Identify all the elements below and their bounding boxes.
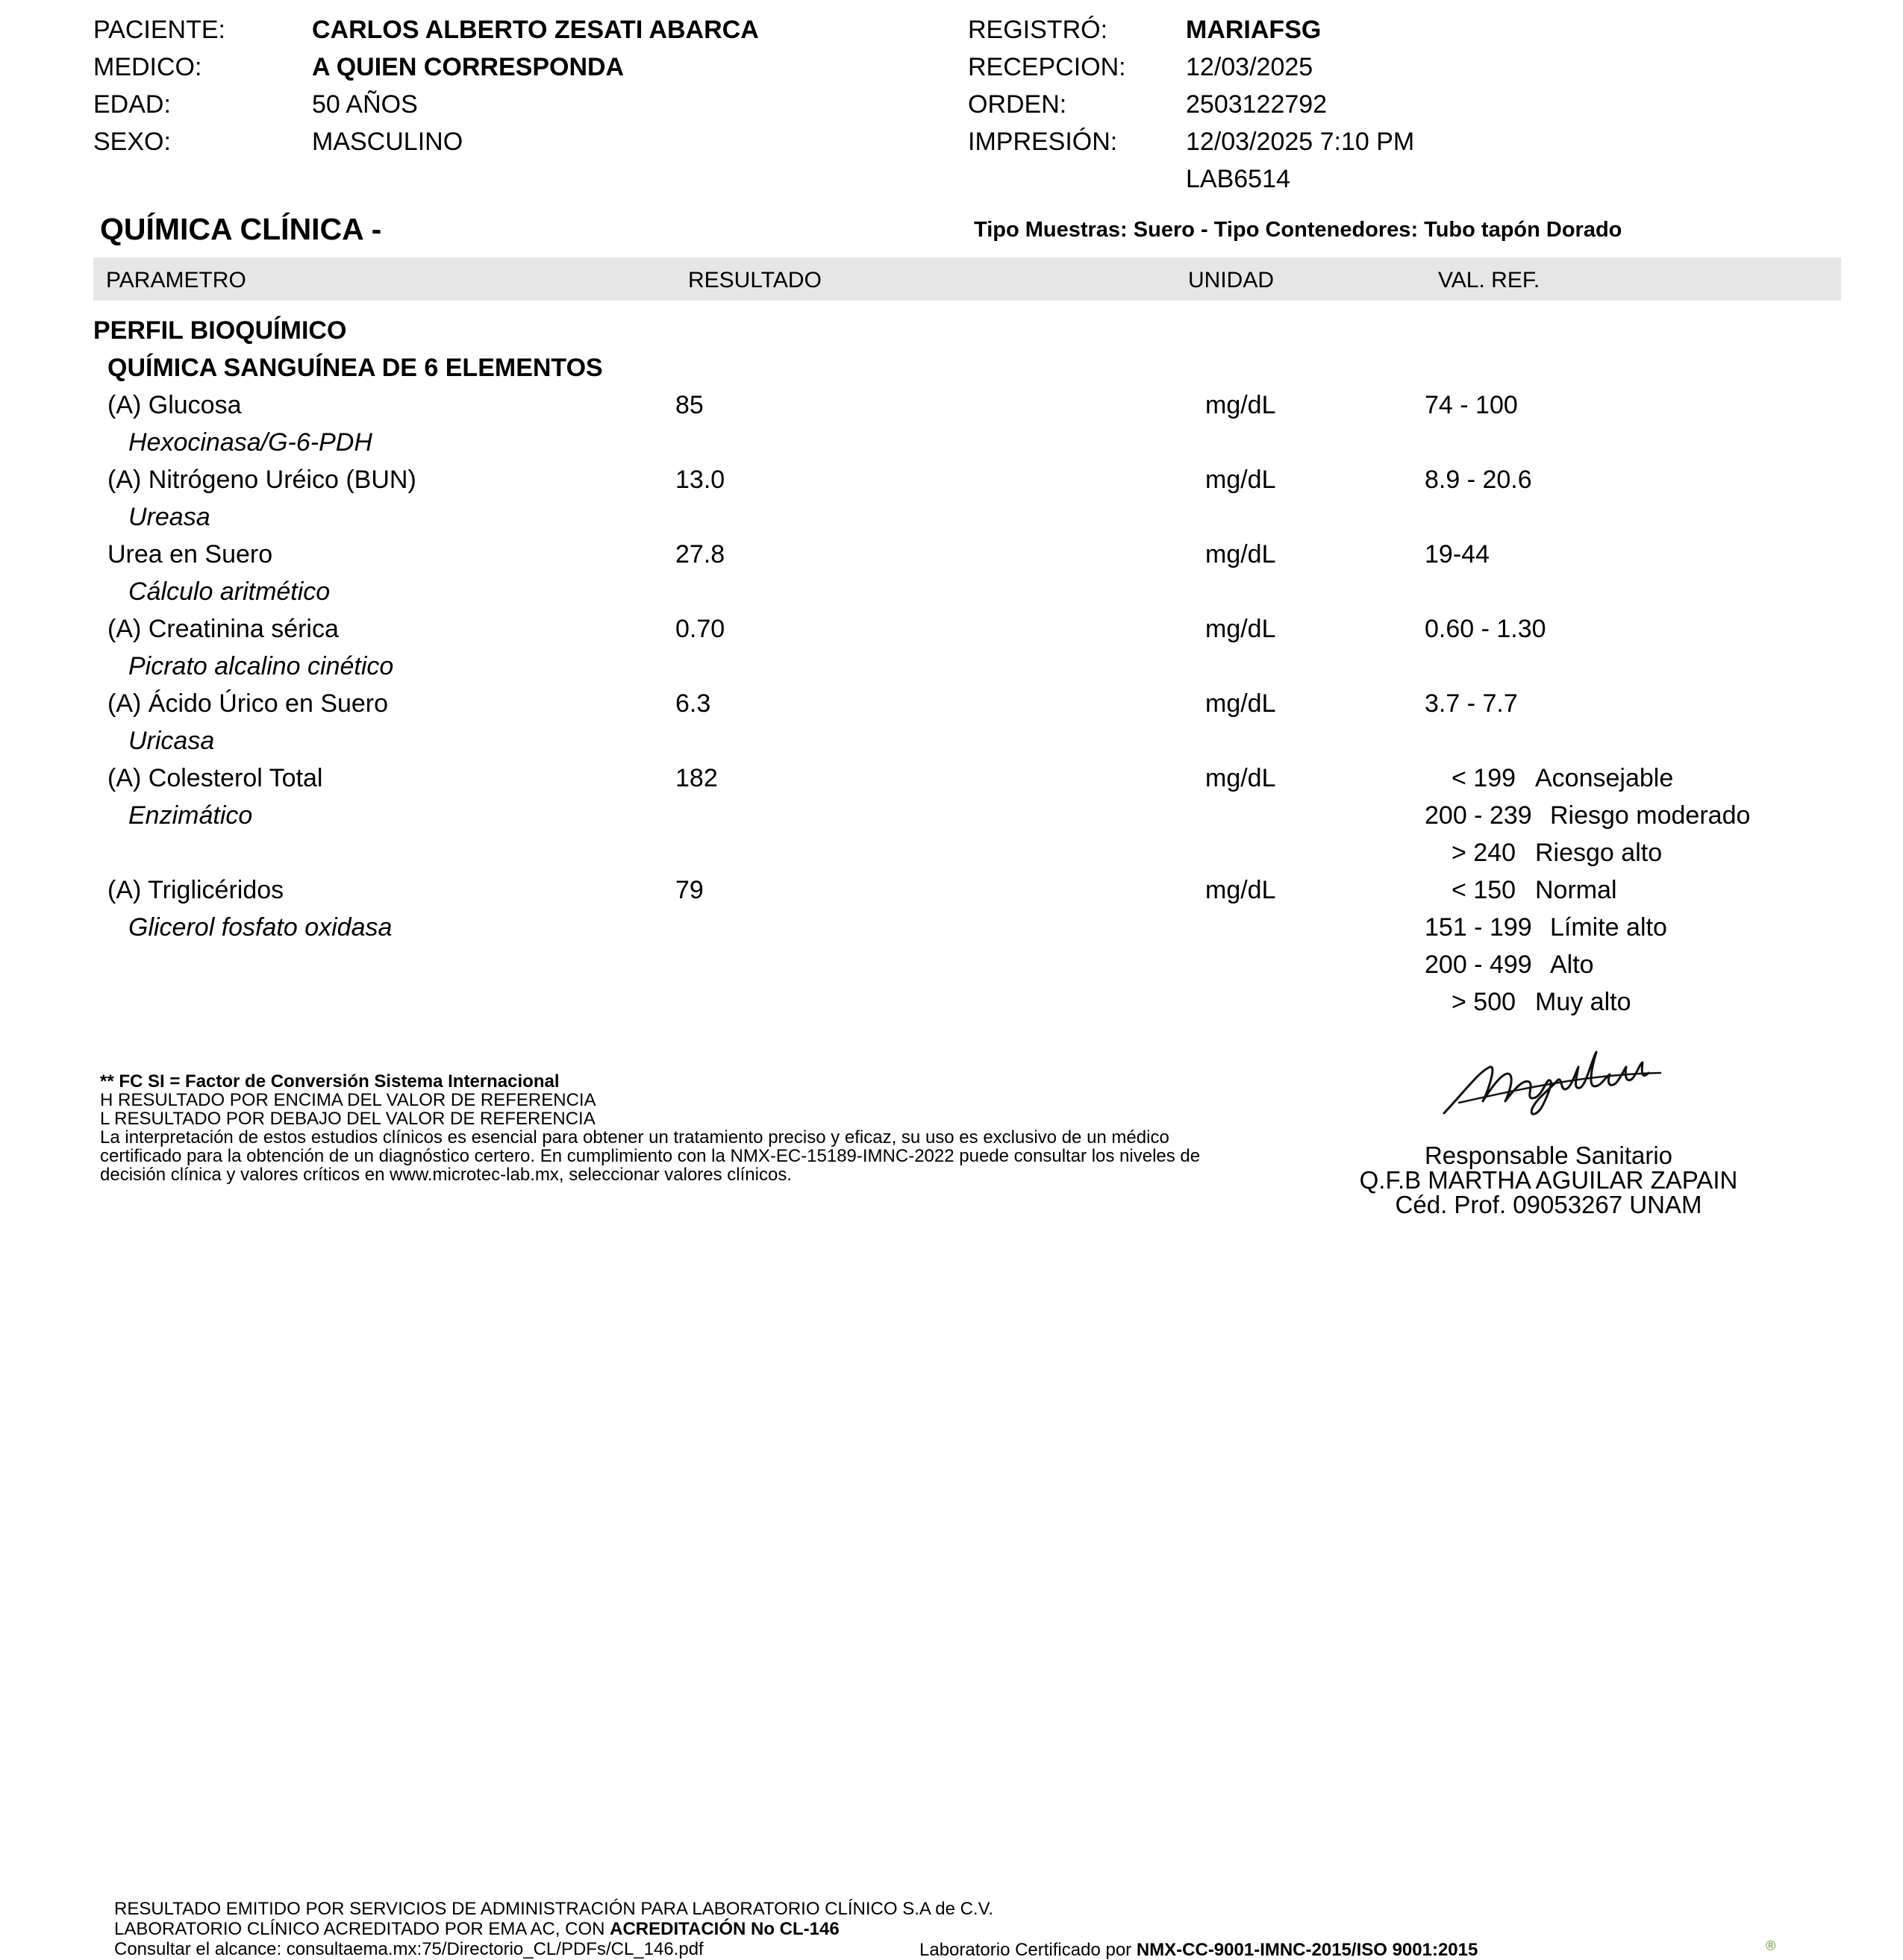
result-name: (A) Colesterol Total — [107, 764, 323, 792]
profile-title: PERFIL BIOQUÍMICO — [93, 316, 347, 345]
result-value: 79 — [675, 876, 704, 904]
ref-label: Aconsejable — [1535, 764, 1674, 792]
result-method: Hexocinasa/G-6-PDH — [128, 428, 372, 457]
result-value: 182 — [675, 764, 718, 792]
result-name: (A) Ácido Úrico en Suero — [107, 689, 389, 718]
signature-name: Q.F.B MARTHA AGUILAR ZAPAIN — [1359, 1166, 1738, 1194]
result-name: Urea en Suero — [107, 540, 273, 569]
footer-accreditation-number: ACREDITACIÓN No CL-146 — [610, 1919, 840, 1939]
result-ref: 3.7 - 7.7 — [1425, 689, 1518, 718]
label-registro: REGISTRÓ: — [968, 16, 1108, 44]
result-unit: mg/dL — [1205, 540, 1276, 569]
patient-age: 50 AÑOS — [312, 90, 418, 119]
signature-license: Céd. Prof. 09053267 UNAM — [1395, 1191, 1702, 1218]
footer-accreditation-text: LABORATORIO CLÍNICO ACREDITADO POR EMA AC, CON — [114, 1919, 610, 1939]
note-l: L RESULTADO POR DEBAJO DEL VALOR DE REFERENCIA — [100, 1109, 596, 1129]
result-method: Glicerol fosfato oxidasa — [128, 913, 393, 942]
sample-info: Tipo Muestras: Suero - Tipo Contenedores: Tubo tapón Dorado — [974, 218, 1622, 242]
result-ref: 74 - 100 — [1425, 391, 1518, 419]
result-unit: mg/dL — [1205, 876, 1276, 904]
footer-accreditation — [114, 1919, 840, 1939]
result-unit: mg/dL — [1205, 764, 1276, 792]
label-paciente: PACIENTE: — [93, 16, 225, 44]
signature-image — [1437, 1037, 1664, 1121]
order-number: 2503122792 — [1186, 90, 1328, 119]
label-impresion: IMPRESIÓN: — [968, 128, 1118, 156]
label-sexo: SEXO: — [93, 128, 171, 156]
ref-range: 151 - 199 — [1425, 913, 1532, 942]
footer-cert-text: Laboratorio Certificado por — [919, 1940, 1137, 1960]
label-orden: ORDEN: — [968, 90, 1067, 119]
result-value: 85 — [675, 391, 704, 419]
col-parametro: PARAMETRO — [106, 268, 246, 292]
result-value: 0.70 — [675, 615, 725, 643]
col-unidad: UNIDAD — [1188, 268, 1275, 292]
footer-certification — [919, 1940, 1478, 1960]
result-unit: mg/dL — [1205, 466, 1276, 494]
ref-range: < 150 — [1452, 876, 1516, 904]
patient-sex: MASCULINO — [312, 128, 463, 156]
result-method: Uricasa — [128, 727, 215, 755]
label-recepcion: RECEPCION: — [968, 53, 1126, 81]
registered-by: MARIAFSG — [1186, 16, 1322, 44]
result-method: Cálculo aritmético — [128, 577, 331, 606]
result-ref: 0.60 - 1.30 — [1425, 615, 1546, 643]
result-unit: mg/dL — [1205, 615, 1276, 643]
signature-role: Responsable Sanitario — [1424, 1142, 1673, 1169]
column-header-bar — [93, 257, 1841, 301]
footer-cert-standard: NMX-CC-9001-IMNC-2015/ISO 9001:2015 — [1136, 1940, 1478, 1960]
ref-label: Límite alto — [1550, 913, 1667, 942]
ref-range: > 500 — [1452, 988, 1516, 1016]
ref-label: Alto — [1550, 951, 1594, 979]
registered-mark-icon: ® — [1766, 1938, 1776, 1953]
result-value: 6.3 — [675, 689, 711, 718]
ref-label: Riesgo alto — [1535, 839, 1663, 867]
footer-issuer: RESULTADO EMITIDO POR SERVICIOS DE ADMINISTRACIÓN PARA LABORATORIO CLÍNICO S.A de C.V. — [114, 1899, 994, 1919]
label-edad: EDAD: — [93, 90, 171, 119]
result-name: (A) Glucosa — [107, 391, 242, 419]
result-method: Ureasa — [128, 503, 210, 531]
note-paragraph-3: decisión clínica y valores críticos en www.microtec-lab.mx, seleccionar valores clínicos. — [100, 1165, 792, 1185]
ref-range: > 240 — [1452, 839, 1516, 867]
result-unit: mg/dL — [1205, 391, 1276, 419]
result-value: 27.8 — [675, 540, 725, 569]
doctor-name: A QUIEN CORRESPONDA — [312, 53, 625, 81]
result-name: (A) Creatinina sérica — [107, 615, 339, 643]
note-fc: ** FC SI = Factor de Conversión Sistema Internacional — [100, 1071, 560, 1092]
footer-scope-link[interactable]: Consultar el alcance: consultaema.mx:75/Directorio_CL/PDFs/CL_146.pdf — [114, 1939, 704, 1959]
result-unit: mg/dL — [1205, 689, 1276, 718]
result-name: (A) Nitrógeno Uréico (BUN) — [107, 466, 416, 494]
col-resultado: RESULTADO — [688, 268, 822, 292]
print-date: 12/03/2025 7:10 PM — [1186, 128, 1415, 156]
result-method: Picrato alcalino cinético — [128, 652, 394, 680]
result-name: (A) Triglicéridos — [107, 876, 284, 904]
result-value: 13.0 — [675, 466, 725, 494]
result-ref: 8.9 - 20.6 — [1425, 466, 1532, 494]
result-ref: 19-44 — [1425, 540, 1490, 569]
note-paragraph-2: certificado para la obtención de un diagnóstico certero. En cumplimiento con la NMX-EC-15189-IMNC-2022 puede consultar los niveles de — [100, 1146, 1201, 1166]
col-valref: VAL. REF. — [1438, 268, 1540, 292]
note-paragraph-1: La interpretación de estos estudios clínicos es esencial para obtener un tratamiento preciso y eficaz, su uso es exclusivo de un médico — [100, 1127, 1169, 1147]
ref-label: Normal — [1535, 876, 1617, 904]
note-h: H RESULTADO POR ENCIMA DEL VALOR DE REFERENCIA — [100, 1090, 596, 1110]
section-title: QUÍMICA CLÍNICA - — [100, 212, 382, 246]
profile-subtitle: QUÍMICA SANGUÍNEA DE 6 ELEMENTOS — [107, 354, 603, 382]
ref-range: 200 - 239 — [1425, 801, 1532, 830]
patient-name: CARLOS ALBERTO ZESATI ABARCA — [312, 16, 759, 44]
ref-label: Riesgo moderado — [1550, 801, 1751, 830]
label-medico: MEDICO: — [93, 53, 202, 81]
result-method: Enzimático — [128, 801, 253, 830]
ref-range: < 199 — [1452, 764, 1516, 792]
ref-label: Muy alto — [1535, 988, 1631, 1016]
ref-range: 200 - 499 — [1425, 951, 1532, 979]
reception-date: 12/03/2025 — [1186, 53, 1313, 81]
lab-code: LAB6514 — [1186, 165, 1290, 193]
